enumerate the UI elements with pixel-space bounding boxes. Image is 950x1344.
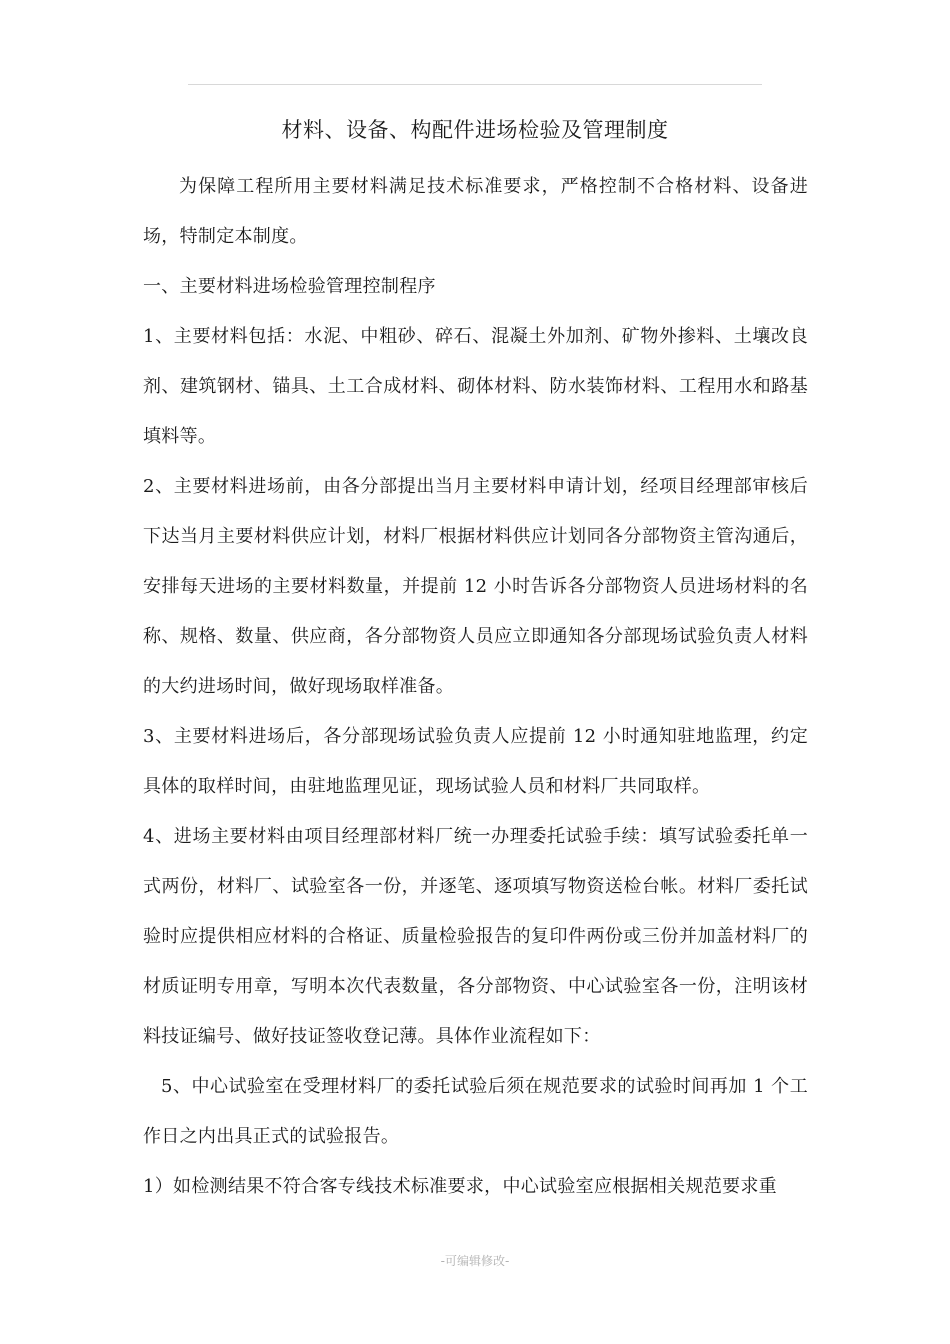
paragraph-item-5: 5、中心试验室在受理材料厂的委托试验后须在规范要求的试验时间再加 1 个工作日之内出具正式的试验报告。 (143, 1076, 808, 1147)
document-title: 材料、设备、构配件进场检验及管理制度 (281, 118, 669, 142)
paragraph-item-4: 4、进场主要材料由项目经理部材料厂统一办理委托试验手续：填写试验委托单一式两份，材料厂、试验室各一份，并逐笔、逐项填写物资送检台帐。材料厂委托试验时应提供相应材料的合格证、质量检验报告的复印件两份或三份并加盖材料厂的材质证明专用章，写明本次代表数量，各分部物资、中心试验室各一份，注明该材料技证编号、做好技证签收登记薄。具体作业流程如下： (143, 826, 808, 1047)
paragraph-item-2: 2、主要材料进场前，由各分部提出当月主要材料申请计划，经项目经理部审核后下达当月主要材料供应计划，材料厂根据材料供应计划同各分部物资主管沟通后，安排每天进场的主要材料数量，并提前 12 小时告诉各分部物资人员进场材料的名称、规格、数量、供应商，各分部物资人员应立即通知各分部现场试验负责人材料的大约进场时间，做好现场取样准备。 (143, 476, 808, 697)
document-body (143, 162, 808, 1212)
paragraph-item-3: 3、主要材料进场后，各分部现场试验负责人应提前 12 小时通知驻地监理，约定具体的取样时间，由驻地监理见证，现场试验人员和材料厂共同取样。 (143, 726, 808, 797)
section-heading-1: 一、主要材料进场检验管理控制程序 (143, 276, 436, 297)
paragraph-sub-item-1: 1）如检测结果不符合客专线技术标准要求，中心试验室应根据相关规范要求重 (143, 1176, 777, 1197)
page-footer: -可编辑修改- (440, 1254, 510, 1268)
paragraph-item-1: 1、主要材料包括：水泥、中粗砂、碎石、混凝土外加剂、矿物外掺料、土壤改良剂、建筑钢材、锚具、土工合成材料、砌体材料、防水装饰材料、工程用水和路基填料等。 (143, 326, 808, 447)
paragraph-intro: 为保障工程所用主要材料满足技术标准要求，严格控制不合格材料、设备进场，特制定本制度。 (143, 176, 808, 247)
header-divider (188, 84, 762, 85)
